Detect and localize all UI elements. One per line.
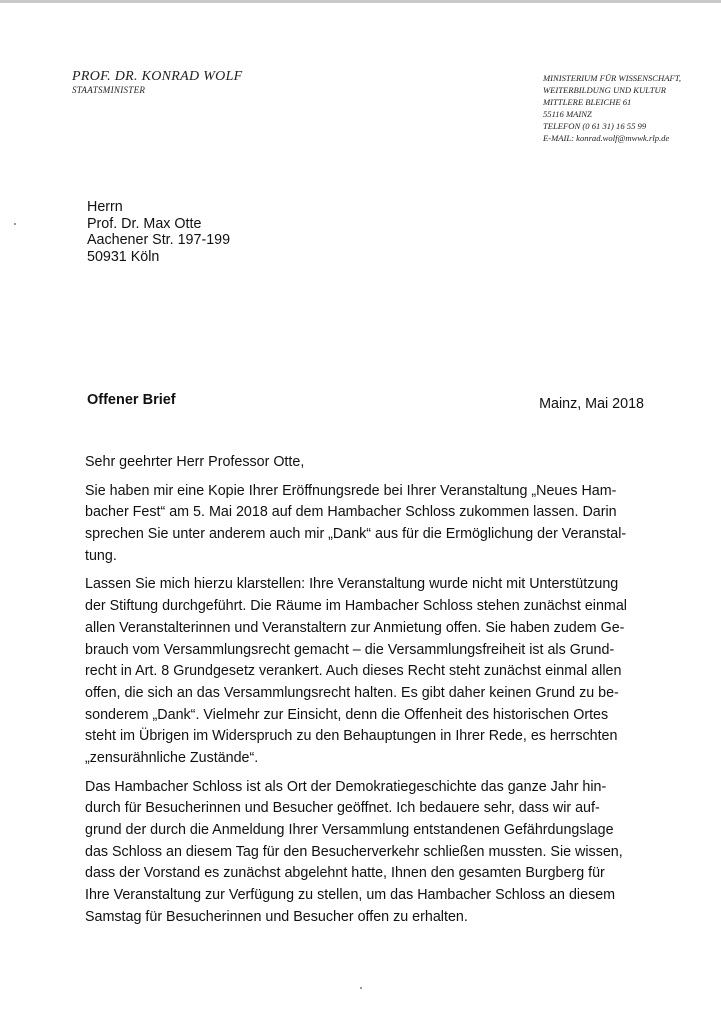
- scan-top-edge: [0, 0, 721, 3]
- text-line: Samstag für Besucherinnen und Besucher offen zu erhalten.: [85, 908, 468, 925]
- ministry-line: WEITERBILDUNG UND KULTUR: [543, 85, 667, 95]
- text-line: der Stiftung durchgeführt. Die Räume im Hambacher Schloss stehen zunächst einmal: [85, 598, 627, 615]
- text-line: Ihre Veranstaltung zur Verfügung zu stellen, um das Hambacher Schloss an diesem: [85, 887, 616, 904]
- recipient-line: 50931 Köln: [87, 248, 160, 265]
- ministry-line: MITTLERE BLEICHE 61: [543, 97, 632, 107]
- text-line: tung.: [85, 547, 117, 564]
- recipient-line: Prof. Dr. Max Otte: [87, 215, 202, 232]
- paragraph-1: [85, 481, 645, 568]
- scan-speck: [360, 987, 362, 989]
- text-line: brauch vom Versammlungsrecht gemacht – die Versammlungsfreiheit ist als Grund-: [85, 641, 615, 658]
- place-date: Mainz, Mai 2018: [539, 396, 644, 412]
- letter-subject: Offener Brief: [87, 392, 176, 408]
- text-line: bacher Fest“ am 5. Mai 2018 auf dem Hambacher Schloss zukommen lassen. Darin: [85, 504, 617, 521]
- ministry-email: E-MAIL: konrad.wolf@mwwk.rlp.de: [543, 133, 670, 143]
- text-line: Lassen Sie mich hierzu klarstellen: Ihre Veranstaltung wurde nicht mit Unterstützung: [85, 576, 619, 593]
- recipient-address: [87, 199, 230, 265]
- salutation: Sehr geehrter Herr Professor Otte,: [85, 454, 305, 470]
- text-line: das Schloss an diesem Tag für den Besucherverkehr schließen mussten. Sie wissen,: [85, 843, 623, 860]
- ministry-line: MINISTERIUM FÜR WISSENSCHAFT,: [543, 73, 682, 83]
- text-line: allen Veranstalterinnen und Veranstaltern zur Anmietung offen. Sie haben zudem Ge-: [85, 619, 625, 636]
- paragraph-3: [85, 777, 645, 929]
- ministry-address-block: [543, 72, 681, 144]
- text-line: Das Hambacher Schloss ist als Ort der Demokratiegeschichte das ganze Jahr hin-: [85, 778, 607, 795]
- recipient-line: Herrn: [87, 199, 123, 215]
- paragraph-2: [85, 574, 645, 769]
- text-line: durch für Besucherinnen und Besucher geöffnet. Ich bedauere sehr, dass wir auf-: [85, 800, 600, 817]
- text-line: dass der Vorstand es zunächst abgelehnt hatte, Ihnen den gesamten Burgberg für: [85, 865, 605, 882]
- text-line: recht in Art. 8 Grundgesetz verankert. Auch dieses Recht steht zunächst einmal allen: [85, 663, 622, 680]
- letter-body: [85, 452, 645, 935]
- text-line: „zensurähnliche Zustände“.: [85, 749, 259, 766]
- text-line: steht im Übrigen im Widerspruch zu den Behauptungen in Ihrer Rede, es herrschten: [85, 728, 618, 745]
- text-line: offen, die sich an das Versammlungsrecht halten. Es gibt daher keinen Grund zu be-: [85, 684, 619, 701]
- text-line: grund der durch die Anmeldung Ihrer Versammlung entstandenen Gefährdungslage: [85, 822, 614, 839]
- text-line: sonderem „Dank“. Vielmehr zur Einsicht, denn die Offenheit des historischen Ortes: [85, 706, 609, 723]
- ministry-line: TELEFON (0 61 31) 16 55 99: [543, 121, 647, 131]
- sender-title: STAATSMINISTER: [72, 85, 146, 95]
- text-line: sprechen Sie unter anderem auch mir „Dank“ aus für die Ermöglichung der Veranstal-: [85, 526, 627, 543]
- ministry-line: 55116 MAINZ: [543, 109, 592, 119]
- recipient-line: Aachener Str. 197-199: [87, 232, 231, 248]
- sender-block: [72, 69, 243, 96]
- scan-speck: [14, 223, 16, 225]
- text-line: Sie haben mir eine Kopie Ihrer Eröffnungsrede bei Ihrer Veranstaltung „Neues Ham-: [85, 482, 617, 499]
- sender-name: PROF. DR. KONRAD WOLF: [72, 69, 243, 84]
